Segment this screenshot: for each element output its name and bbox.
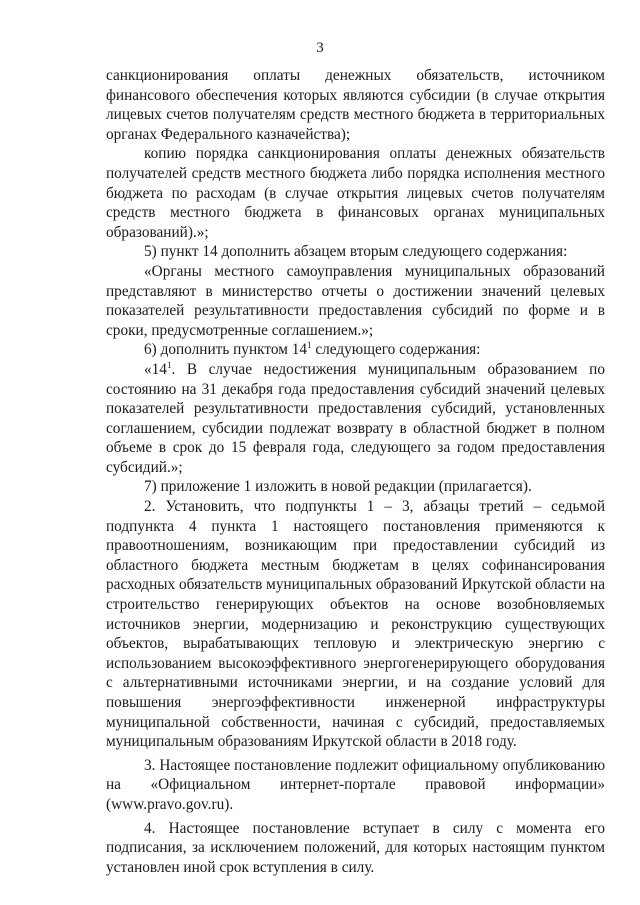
paragraph-text: «14	[144, 360, 167, 378]
paragraph-p3	[106, 242, 605, 262]
page-number: 3	[316, 40, 324, 56]
document-body	[106, 66, 605, 877]
paragraph-text: 6) дополнить пунктом 14	[144, 341, 308, 359]
paragraph-p5	[106, 340, 605, 360]
paragraph-p10	[106, 819, 605, 878]
paragraph-p8	[106, 497, 605, 752]
superscript: 1	[307, 340, 312, 351]
paragraph-p2	[106, 144, 605, 242]
paragraph-text-tail: . В случае недостижения муниципальным образованием по состоянию на 31 декабря года предоставления субсидий значений целевых показателей результативности предоставления субсидий, установленных соглашением, субсидии подлежат возврату в областной бюджет в полном объеме в срок до 15 февраля года, следующего за годом предоставления субсидий.»;	[106, 360, 605, 476]
superscript: 1	[166, 359, 172, 370]
paragraph-p6	[106, 360, 605, 478]
paragraph-p9	[106, 756, 605, 815]
paragraph-text-tail: следующего содержания:	[311, 341, 481, 359]
paragraph-text: копию порядка санкционирования оплаты денежных обязательств получателей средств местного бюджета либо порядка исполнения местного бюджета по расходам (в случае открытия лицевых счетов получателям средств местного бюджета в финансовых органах муниципальных образований).»;	[106, 145, 605, 241]
paragraph-p4	[106, 262, 605, 340]
paragraph-text: «Органы местного самоуправления муниципальных образований представляют в министерство отчеты о достижении значений целевых показателей результативности предоставления субсидий по форме и в сроки, предусмотренные соглашением.»;	[106, 262, 605, 339]
paragraph-text: санкционирования оплаты денежных обязательств, источником финансового обеспечения которых являются субсидии (в случае открытия лицевых счетов получателям средств местного бюджета в территориальных органах Федерального казначейства);	[106, 67, 605, 143]
paragraph-text: 5) пункт 14 дополнить абзацем вторым следующего содержания:	[144, 243, 568, 261]
paragraph-p1	[106, 66, 605, 144]
paragraph-text: 2. Установить, что подпункты 1 – 3, абзацы третий – седьмой подпункта 4 пункта 1 настоящего постановления применяются к правоотношениям, возникающим при предоставлении субсидий из областного бюджета местным бюджетам в целях софинансирования расходных обязательств муниципальных образований Иркутской области на строительство генерирующих объектов на основе возобновляемых источников энергии, модернизацию и реконструкцию существующих объектов, вырабатывающих тепловую и электрическую энергию с использованием высокоэффективного энергогенерирующего оборудования с альтернативными источниками энергии, и на создание условий для повышения энергоэффективности инженерной инфраструктуры муниципальной собственности, начиная с субсидий, предоставляемых муниципальным образованиям Иркутской области в 2018 году.	[106, 498, 606, 751]
paragraph-text: 4. Настоящее постановление вступает в силу с момента его подписания, за исключением положений, для которых настоящим пунктом установлен иной срок вступления в силу.	[106, 819, 605, 876]
paragraph-text: 7) приложение 1 изложить в новой редакции (прилагается).	[144, 478, 532, 496]
paragraph-text: 3. Настоящее постановление подлежит официальному опубликованию на «Официальном интернет-портале правовой информации» (www.pravo.gov.ru).	[106, 756, 605, 813]
paragraph-p7	[106, 477, 605, 497]
